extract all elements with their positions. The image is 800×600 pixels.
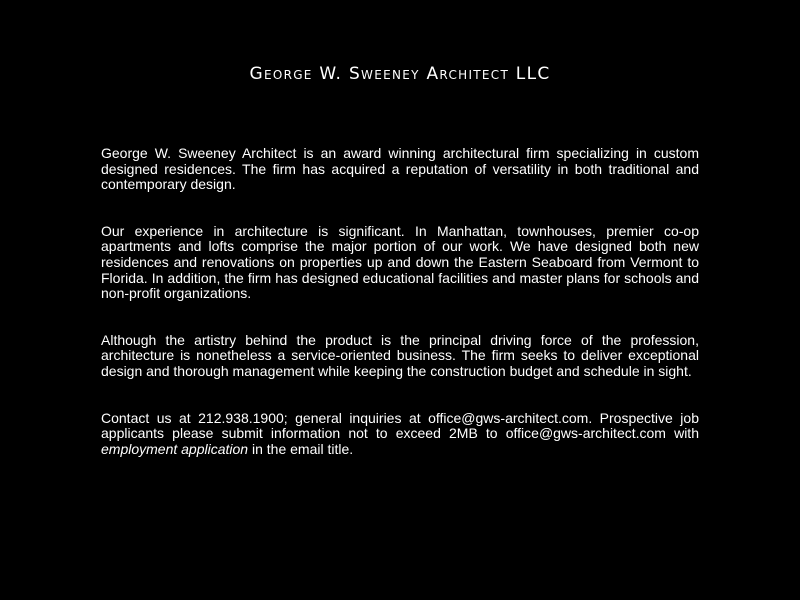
page-title: George W. Sweeney Architect LLC [249, 64, 551, 84]
experience-paragraph: Our experience in architecture is significant. In Manhattan, townhouses, premier co-op apartments and lofts comprise the major portion of our work. We have designed both new residences and renovations on properties up and down the Eastern Seaboard from Vermont to Florida. In addition, the firm has designed educational facilities and master plans for schools and non-profit organizations. [101, 222, 699, 302]
contact-paragraph [101, 411, 699, 458]
contact-text-end: in the email title. [248, 440, 354, 457]
contact-text: Contact us at 212.938.1900; general inquiries at office@gws-architect.com. Prospective job applicants please submit information not to exceed 2MB to office@gws-architect.com with [101, 409, 699, 442]
service-paragraph: Although the artistry behind the product is the principal driving force of the profession, architecture is nonetheless a service-oriented business. The firm seeks to deliver exceptional design and thorough management while keeping the construction budget and schedule in sight. [101, 331, 699, 379]
intro-paragraph: George W. Sweeney Architect is an award winning architectural firm specializing in custom designed residences. The firm has acquired a reputation of versatility in both traditional and contemporary design. [101, 145, 699, 193]
main-content [101, 146, 699, 488]
employment-application-emphasis: employment application [101, 440, 249, 457]
